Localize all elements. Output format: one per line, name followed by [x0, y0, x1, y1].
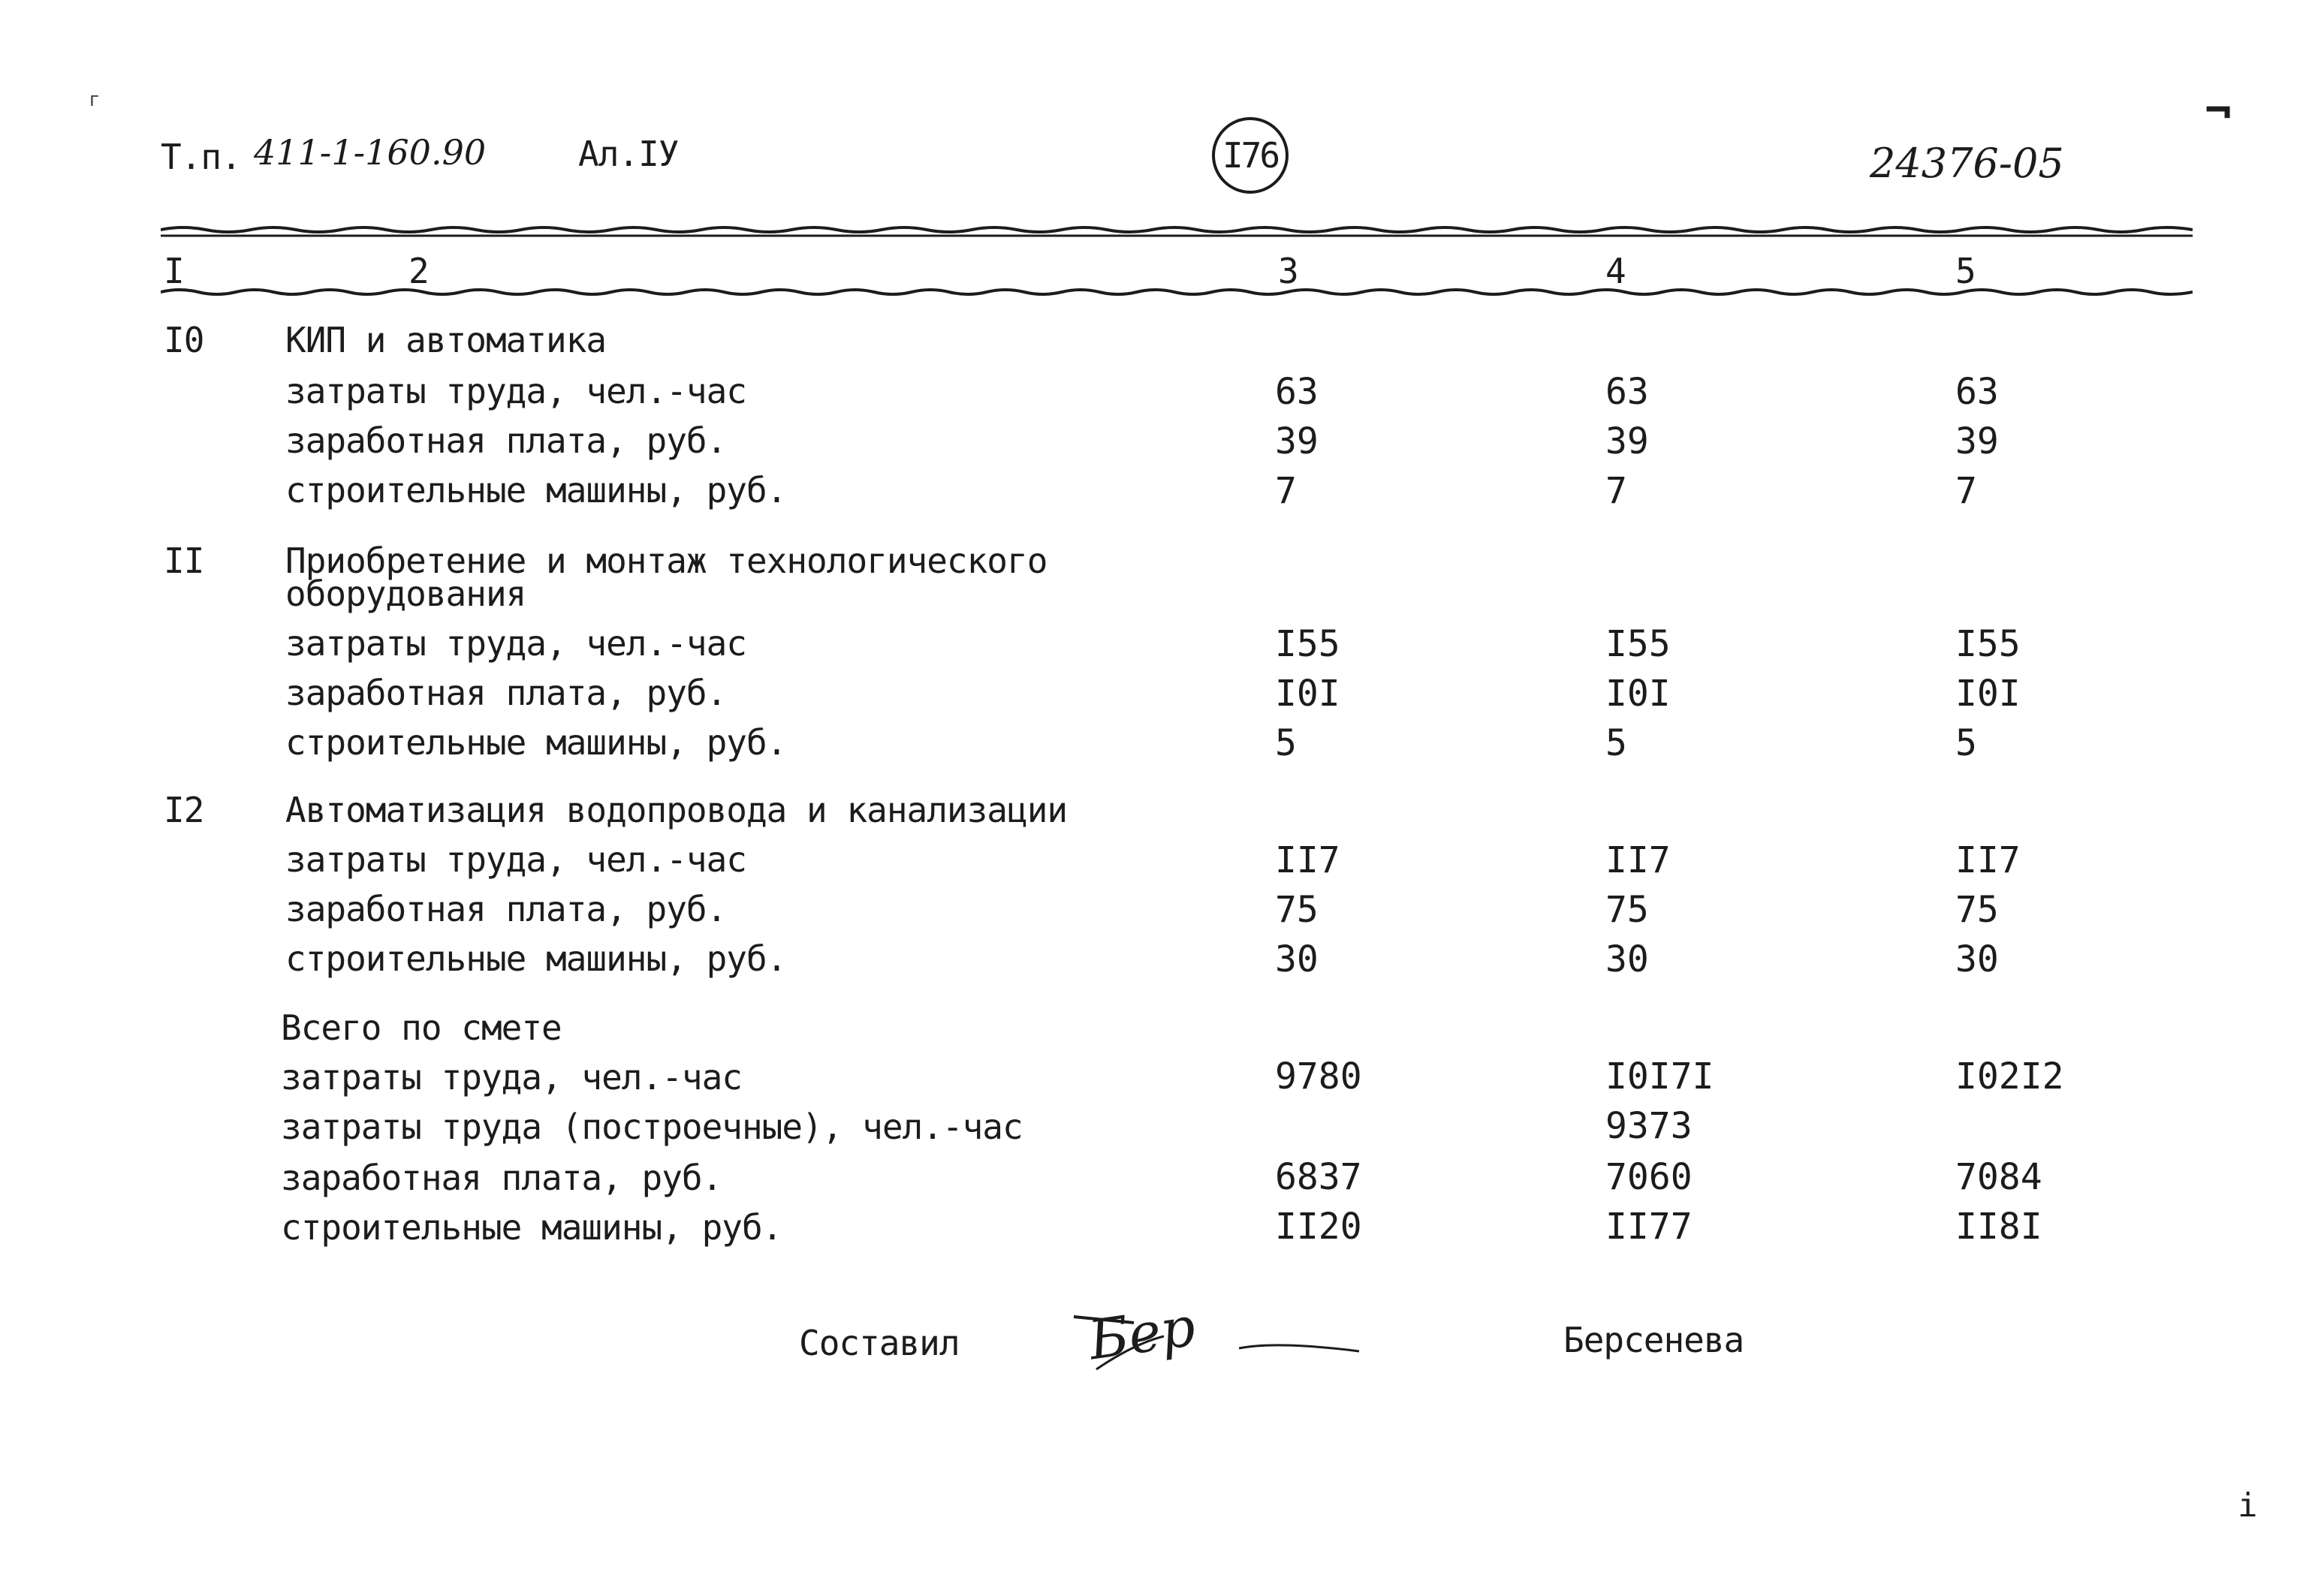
cell-col4: 9373: [1605, 1105, 1693, 1147]
cell-col3: 6837: [1275, 1156, 1362, 1198]
album-label: Ал.IУ: [578, 134, 679, 174]
cell-col3: 75: [1275, 889, 1319, 931]
section-title: Автоматизация водопровода и канализации: [285, 790, 1068, 830]
cell-col4: 5: [1605, 722, 1627, 764]
cell-col5: 7084: [1955, 1156, 2042, 1198]
composer-name: Берсенева: [1563, 1320, 1744, 1360]
row-label: затраты труда (построечные), чел.-час: [281, 1107, 1023, 1147]
section-title: КИП и автоматика: [285, 320, 607, 360]
section-title: Приобретение и монтаж технологического: [285, 541, 1047, 581]
cell-col4: II7: [1605, 839, 1671, 881]
cell-col5: 39: [1955, 420, 1999, 462]
top-left-tick: г: [89, 89, 101, 111]
row-label: строительные машины, руб.: [285, 938, 787, 979]
cell-col3: I55: [1275, 623, 1340, 665]
row-label: заработная плата, руб.: [285, 889, 727, 929]
cell-col4: 7: [1605, 470, 1627, 512]
cell-col4: 30: [1605, 938, 1649, 980]
row-label: затраты труда, чел.-час: [281, 1057, 742, 1098]
cell-col3: 63: [1275, 371, 1319, 413]
cell-col4: 75: [1605, 889, 1649, 931]
cell-col3: 9780: [1275, 1055, 1362, 1098]
total-title: Всего по смете: [281, 1007, 562, 1048]
section-number: I0: [164, 320, 204, 360]
doc-code: 24376-05: [1870, 140, 2064, 187]
column-header: 4: [1605, 251, 1626, 291]
cell-col5: I02I2: [1955, 1055, 2064, 1098]
cell-col5: I0I: [1955, 673, 2021, 715]
cell-col5: 63: [1955, 371, 1999, 413]
composed-label: Составил: [799, 1323, 960, 1363]
section-number: II: [164, 541, 204, 581]
row-label: затраты труда, чел.-час: [285, 839, 746, 880]
section-number: I2: [164, 790, 204, 830]
cell-col4: 7060: [1605, 1156, 1693, 1198]
cell-col5: 5: [1955, 722, 1977, 764]
section-title-cont: оборудования: [285, 574, 526, 614]
column-header: I: [164, 251, 184, 291]
column-header: 3: [1278, 251, 1298, 291]
corner-mark: ¬: [2205, 85, 2232, 137]
tp-prefix: Т.п.: [161, 137, 241, 177]
row-label: затраты труда, чел.-час: [285, 623, 746, 664]
cell-col4: I0I: [1605, 673, 1671, 715]
row-label: заработная плата, руб.: [285, 673, 727, 713]
page-number: I76: [1222, 135, 1279, 176]
cell-col4: I0I7I: [1605, 1055, 1714, 1098]
bottom-right-mark: i: [2238, 1486, 2258, 1525]
table-header-rule: [161, 285, 2193, 299]
cell-col4: II77: [1605, 1206, 1693, 1248]
signature-stroke: [1066, 1306, 1367, 1374]
cell-col5: II8I: [1955, 1206, 2042, 1248]
signature: Бер: [1084, 1294, 1199, 1372]
column-header: 2: [408, 251, 429, 291]
cell-col5: 7: [1955, 470, 1977, 512]
column-header: 5: [1955, 251, 1976, 291]
cell-col3: 30: [1275, 938, 1319, 980]
cell-col4: I55: [1605, 623, 1671, 665]
table-top-rule: [161, 225, 2193, 240]
cell-col3: 5: [1275, 722, 1297, 764]
cell-col3: II20: [1275, 1206, 1362, 1248]
row-label: строительные машины, руб.: [285, 722, 787, 763]
page-number-circle: [1212, 117, 1289, 194]
cell-col4: 39: [1605, 420, 1649, 462]
cell-col5: I55: [1955, 623, 2021, 665]
cell-col3: 7: [1275, 470, 1297, 512]
cell-col4: 63: [1605, 371, 1649, 413]
tp-number: 411-1-160.90: [254, 132, 487, 173]
cell-col5: II7: [1955, 839, 2021, 881]
row-label: строительные машины, руб.: [281, 1207, 782, 1248]
cell-col3: I0I: [1275, 673, 1340, 715]
cell-col3: II7: [1275, 839, 1340, 881]
row-label: заработная плата, руб.: [281, 1158, 722, 1198]
cost-table: [161, 225, 2193, 1276]
row-label: строительные машины, руб.: [285, 470, 787, 510]
row-label: затраты труда, чел.-час: [285, 371, 746, 411]
cell-col5: 75: [1955, 889, 1999, 931]
cell-col3: 39: [1275, 420, 1319, 462]
row-label: заработная плата, руб.: [285, 420, 727, 461]
cell-col5: 30: [1955, 938, 1999, 980]
